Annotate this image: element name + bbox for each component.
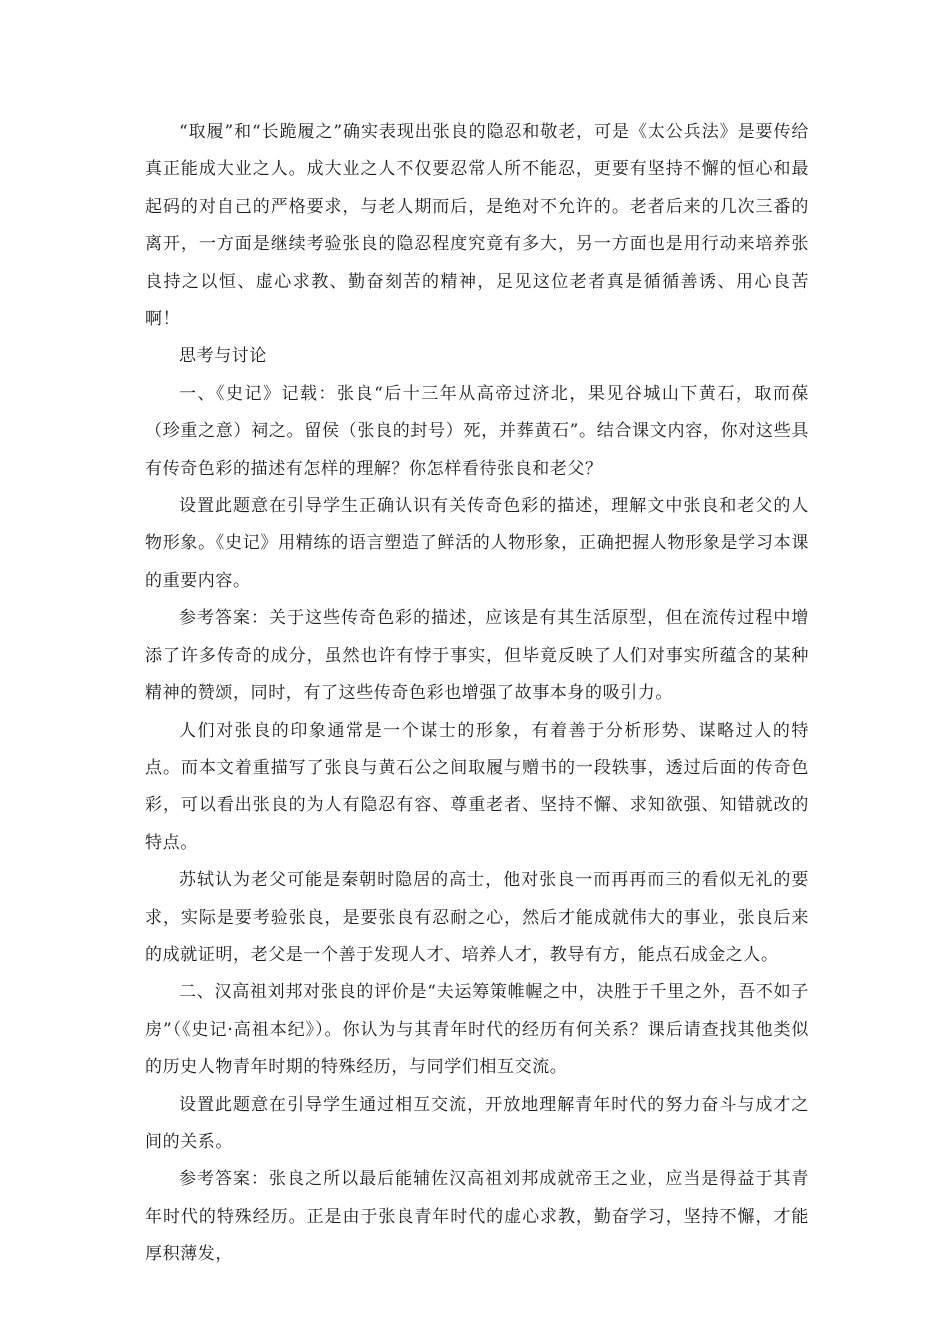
section-heading-discussion: 思考与讨论 bbox=[179, 346, 267, 367]
question-1-answer-part-2: 人们对张良的印象通常是一个谋士的形象，有着善于分析形势、谋略过人的特点。而本文着重描写了张良与黄石公之间取履与赠书的一段轶事，透过后面的传奇色彩，可以看出张良的为人有隐忍有容、尊重老者、坚持不懈、求知欲强、知错就改的特点。 bbox=[145, 720, 809, 853]
document-body bbox=[145, 114, 809, 1274]
paragraph-1: “取履”和“长跪履之”确实表现出张良的隐忍和敬老，可是《太公兵法》是要传给真正能成大业之人。成大业之人不仅要忍常人所不能忍，更要有坚持不懈的恒心和最起码的对自己的严格要求，与老人期而后，是绝对不允许的。老者后来的几次三番的离开，一方面是继续考验张良的隐忍程度究竟有多大，另一方面也是用行动来培养张良持之以恒、虚心求教、勤奋刻苦的精神，足见这位老者真是循循善诱、用心良苦啊！ bbox=[145, 122, 809, 330]
question-1-answer: 参考答案：关于这些传奇色彩的描述，应该是有其生活原型，但在流传过程中增添了许多传奇的成分，虽然也许有悖于事实，但毕竟反映了人们对事实所蕴含的某种精神的赞颂，同时，有了这些传奇色彩也增强了故事本身的吸引力。 bbox=[145, 608, 809, 704]
question-2: 二、汉高祖刘邦对张良的评价是“夫运筹策帷幄之中，决胜于千里之外，吾不如子房”（《史记·高祖本纪》）。你认为与其青年时代的经历有何关系？课后请查找其他类似的历史人物青年时期的特殊经历，与同学们相互交流。 bbox=[145, 982, 809, 1078]
question-2-answer: 参考答案：张良之所以最后能辅佐汉高祖刘邦成就帝王之业，应当是得益于其青年时代的特殊经历。正是由于张良青年时代的虚心求教，勤奋学习，坚持不懈，才能厚积薄发， bbox=[145, 1169, 809, 1265]
question-2-intent: 设置此题意在引导学生通过相互交流，开放地理解青年时代的努力奋斗与成才之间的关系。 bbox=[145, 1094, 809, 1152]
question-1-intent: 设置此题意在引导学生正确认识有关传奇色彩的描述，理解文中张良和老父的人物形象。《史记》用精练的语言塑造了鲜活的人物形象，正确把握人物形象是学习本课的重要内容。 bbox=[145, 496, 809, 591]
question-1-answer-part-3: 苏轼认为老父可能是秦朝时隐居的高士，他对张良一而再再而三的看似无礼的要求，实际是要考验张良，是要张良有忍耐之心，然后才能成就伟大的事业，张良后来的成就证明，老父是一个善于发现人才、培养人才，教导有方，能点石成金之人。 bbox=[145, 870, 809, 965]
question-1: 一、《史记》记载：张良“后十三年从高帝过济北，果见谷城山下黄石，取而葆（珍重之意）祠之。留侯（张良的封号）死，并葬黄石”。结合课文内容，你对这些具有传奇色彩的描述有怎样的理解？你怎样看待张良和老父？ bbox=[145, 383, 809, 479]
